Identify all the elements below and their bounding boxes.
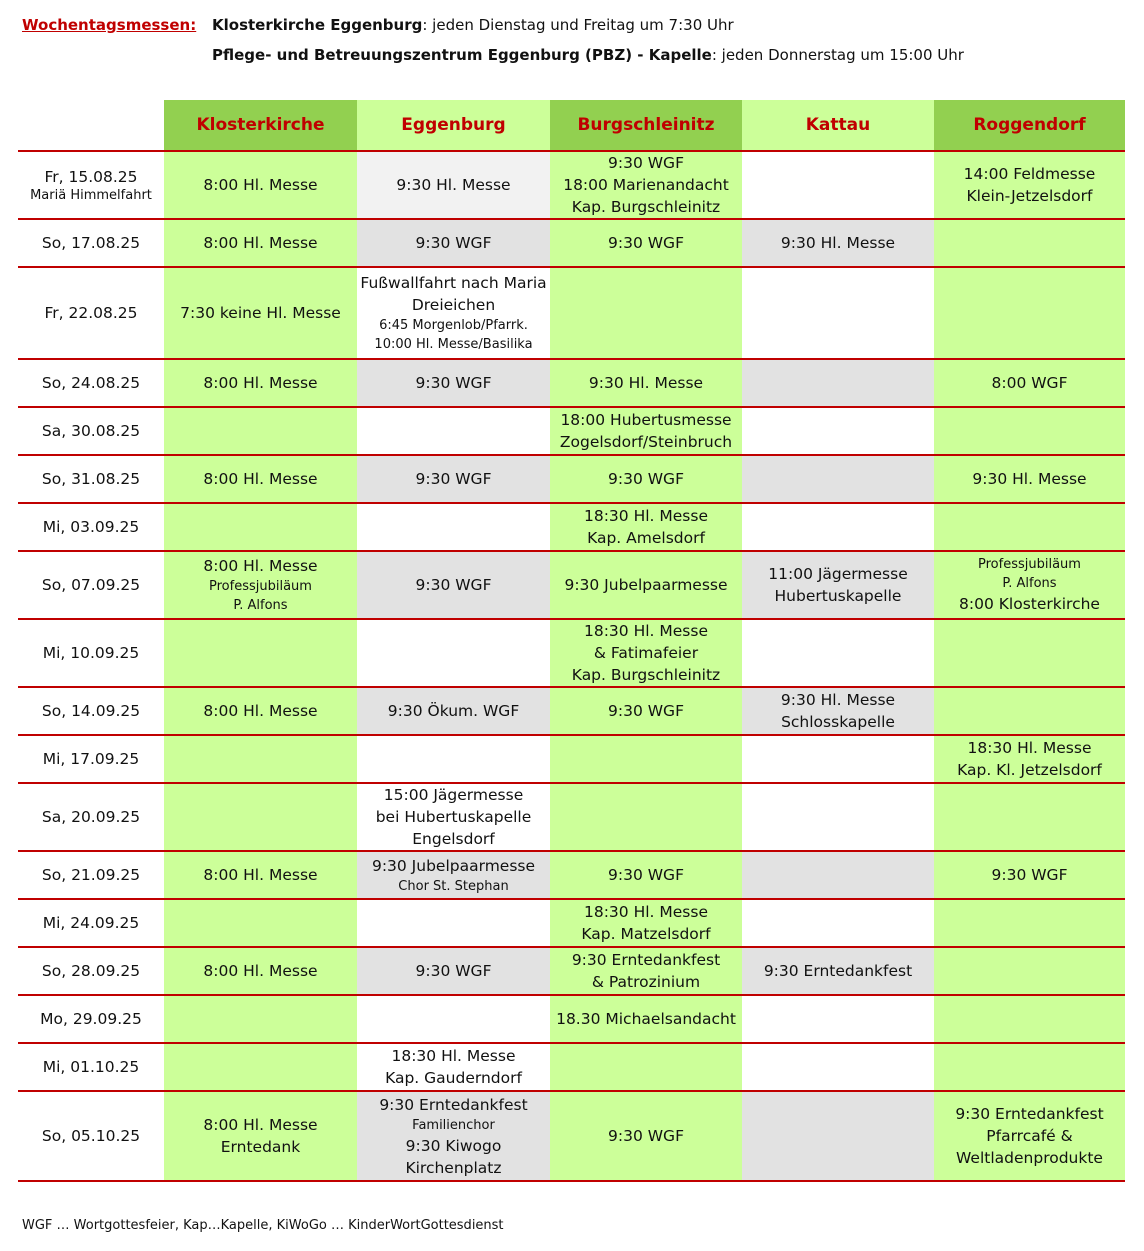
event-cell-roggendorf [934,687,1125,735]
event-line: 9:30 WGF [415,576,492,594]
date-label: So, 28.09.25 [41,962,141,980]
event-line: Professjubiläum [209,579,312,594]
date-cell [18,151,164,219]
event-line: Pfarrcafé & [986,1127,1073,1145]
date-label: Mi, 01.10.25 [42,1058,140,1076]
event-cell-klosterkirche [164,687,357,735]
event-cell-roggendorf [934,1091,1125,1181]
event-line: 11:00 Jägermesse [768,565,908,583]
event-line: Kap. Amelsdorf [587,529,705,547]
event-cell-burgschleinitz [550,783,742,851]
event-line: 9:30 WGF [415,234,492,252]
event-cell-klosterkirche [164,947,357,995]
event-cell-burgschleinitz [550,267,742,359]
date-cell [18,619,164,687]
event-cell-roggendorf [934,267,1125,359]
date-cell [18,735,164,783]
event-cell-kattau [742,687,934,735]
event-line: 9:30 Hl. Messe [396,176,511,194]
event-line: 10:00 Hl. Messe/Basilika [374,337,533,352]
event-line: Zogelsdorf/Steinbruch [559,433,733,451]
event-cell-eggenburg [357,899,550,947]
date-label: So, 24.08.25 [41,374,141,392]
event-cell-burgschleinitz [550,455,742,503]
event-cell-kattau [742,1091,934,1181]
event-cell-eggenburg [357,551,550,619]
event-line: Dreieichen [411,296,496,314]
event-cell-kattau [742,851,934,899]
date-label: Mi, 03.09.25 [42,518,140,536]
event-line: 9:30 Ökum. WGF [387,702,520,720]
event-line: 9:30 Erntedankfest [379,1095,528,1114]
date-label: Mo, 29.09.25 [40,1010,142,1028]
date-label: So, 05.10.25 [41,1127,141,1145]
event-cell-roggendorf [934,947,1125,995]
event-cell-burgschleinitz [550,151,742,219]
event-cell-klosterkirche [164,851,357,899]
event-cell-eggenburg [357,995,550,1043]
event-cell-burgschleinitz [550,687,742,735]
event-cell-klosterkirche [164,267,357,359]
date-label: So, 21.09.25 [41,866,141,884]
event-line: Chor St. Stephan [398,878,509,894]
event-line: 9:30 Jubelpaarmesse [564,576,728,594]
header-burgschleinitz: Burgschleinitz [550,100,742,151]
event-line: 18:00 Marienandacht [563,176,729,194]
date-label: Mi, 10.09.25 [42,644,140,662]
event-line: 9:30 Hl. Messe [780,234,896,252]
event-line: Fußwallfahrt nach Maria [360,274,547,292]
event-line: 9:30 WGF [608,1127,684,1145]
event-line: 9:30 Erntedankfest [763,962,913,980]
event-line: 18.30 Michaelsandacht [556,1010,736,1028]
event-cell-roggendorf [934,619,1125,687]
date-label: Fr, 15.08.25 [44,168,138,186]
event-cell-eggenburg [357,151,550,219]
date-label: Fr, 22.08.25 [44,304,138,322]
event-cell-eggenburg [357,783,550,851]
event-line: 18:30 Hl. Messe [583,507,708,525]
event-line: 9:30 WGF [608,154,684,172]
weekday-line2-location: Pflege- und Betreuungszentrum Eggenburg (PBZ) - Kapelle [212,46,712,64]
event-cell-roggendorf [934,359,1125,407]
event-cell-klosterkirche [164,1091,357,1181]
event-cell-burgschleinitz [550,407,742,455]
event-line: & Fatimafeier [593,644,699,662]
date-cell [18,503,164,551]
event-cell-klosterkirche [164,995,357,1043]
event-cell-burgschleinitz [550,851,742,899]
event-line: 8:00 Hl. Messe [203,866,318,884]
event-cell-kattau [742,503,934,551]
date-cell [18,947,164,995]
schedule-row [18,735,1125,783]
schedule-header-row [18,100,1125,151]
event-cell-klosterkirche [164,151,357,219]
date-cell [18,1043,164,1091]
schedule-row [18,267,1125,359]
event-cell-eggenburg [357,735,550,783]
header-klosterkirche: Klosterkirche [164,100,357,151]
event-cell-eggenburg [357,851,550,899]
event-cell-klosterkirche [164,503,357,551]
event-cell-kattau [742,619,934,687]
weekday-line1-time: : jeden Dienstag und Freitag um 7:30 Uhr [422,16,734,34]
date-label: So, 17.08.25 [41,234,141,252]
event-cell-klosterkirche [164,219,357,267]
event-line: Hubertuskapelle [774,587,902,605]
event-line: Erntedank [220,1138,301,1156]
event-cell-klosterkirche [164,619,357,687]
event-line: & Patrozinium [591,973,701,991]
schedule-row [18,899,1125,947]
weekday-masses-header [0,0,1144,90]
event-cell-roggendorf [934,851,1125,899]
event-cell-eggenburg [357,455,550,503]
event-cell-klosterkirche [164,1043,357,1091]
event-cell-kattau [742,359,934,407]
date-cell [18,995,164,1043]
event-line: Kap. Gauderndorf [385,1069,522,1087]
date-label: Sa, 20.09.25 [41,808,141,826]
date-cell [18,267,164,359]
event-cell-eggenburg [357,267,550,359]
event-cell-roggendorf [934,551,1125,619]
event-line: 9:30 WGF [608,470,684,488]
event-cell-eggenburg [357,619,550,687]
event-line: 8:00 WGF [991,374,1068,392]
event-line: Professjubiläum [978,557,1081,572]
event-cell-burgschleinitz [550,1091,742,1181]
event-cell-klosterkirche [164,359,357,407]
date-cell [18,851,164,899]
event-line: 9:30 Erntedankfest [955,1105,1104,1123]
event-line: Schlosskapelle [781,713,895,731]
event-line: 9:30 WGF [991,866,1068,884]
event-cell-roggendorf [934,151,1125,219]
event-cell-kattau [742,1043,934,1091]
weekday-line1-location: Klosterkirche Eggenburg [212,16,423,34]
date-label: So, 07.09.25 [41,576,141,594]
event-cell-kattau [742,407,934,455]
event-cell-kattau [742,219,934,267]
event-line: 8:00 Hl. Messe [203,234,318,252]
event-line: 18:30 Hl. Messe [583,903,708,921]
event-line: 9:30 WGF [415,470,492,488]
event-line: Klein-Jetzelsdorf [966,187,1093,205]
schedule-table [18,100,1125,1182]
event-cell-kattau [742,947,934,995]
event-cell-kattau [742,735,934,783]
event-cell-roggendorf [934,735,1125,783]
abbreviation-legend: WGF … Wortgottesfeier, Kap…Kapelle, KiWoGo … KinderWortGottesdienst [22,1218,504,1233]
event-cell-roggendorf [934,995,1125,1043]
event-cell-klosterkirche [164,783,357,851]
event-line: 9:30 Jubelpaarmesse [371,856,536,875]
event-line: 9:30 WGF [608,866,684,884]
event-line: Engelsdorf [412,830,495,848]
event-line: 18:30 Hl. Messe [583,622,708,640]
event-cell-burgschleinitz [550,947,742,995]
event-line: 8:00 Hl. Messe [203,702,318,720]
schedule-body [18,151,1125,1181]
date-label: Mi, 17.09.25 [42,750,140,768]
header-roggendorf: Roggendorf [934,100,1125,151]
event-line: 6:45 Morgenlob/Pfarrk. [379,318,528,333]
event-cell-burgschleinitz [550,995,742,1043]
event-cell-klosterkirche [164,407,357,455]
event-line: 14:00 Feldmesse [963,165,1096,183]
event-line: 8:00 Hl. Messe [203,962,318,980]
event-line: 7:30 keine Hl. Messe [180,304,341,322]
date-cell [18,219,164,267]
event-cell-klosterkirche [164,735,357,783]
date-cell [18,783,164,851]
event-cell-kattau [742,899,934,947]
event-cell-kattau [742,995,934,1043]
event-line: 8:00 Hl. Messe [203,557,318,575]
event-cell-klosterkirche [164,899,357,947]
header-eggenburg: Eggenburg [357,100,550,151]
weekday-line-pbz [212,46,964,64]
event-cell-burgschleinitz [550,219,742,267]
date-label: Mi, 24.09.25 [42,914,140,932]
event-line: P. Alfons [233,598,288,613]
event-line: 8:00 Hl. Messe [203,470,318,488]
schedule-row [18,455,1125,503]
weekday-line-klosterkirche [212,16,734,34]
event-line: 18:30 Hl. Messe [967,739,1092,757]
event-cell-kattau [742,783,934,851]
event-cell-eggenburg [357,219,550,267]
event-cell-burgschleinitz [550,503,742,551]
event-line: 9:30 Hl. Messe [780,691,896,709]
date-cell [18,899,164,947]
event-cell-eggenburg [357,359,550,407]
date-cell [18,551,164,619]
header-kattau: Kattau [742,100,934,151]
event-line: Familienchor [412,1117,495,1133]
event-line: 8:00 Hl. Messe [203,374,318,392]
schedule-row [18,503,1125,551]
date-label: So, 14.09.25 [41,702,141,720]
date-cell [18,687,164,735]
event-line: Kap. Burgschleinitz [571,198,721,216]
event-line: 15:00 Jägermesse [383,786,524,804]
date-cell [18,359,164,407]
event-cell-roggendorf [934,783,1125,851]
schedule-row [18,1091,1125,1181]
date-label: So, 31.08.25 [41,470,141,488]
event-line: 8:00 Hl. Messe [203,1116,318,1134]
event-line: Kap. Burgschleinitz [571,666,721,684]
event-cell-kattau [742,455,934,503]
event-line: 9:30 WGF [415,962,492,980]
event-cell-eggenburg [357,687,550,735]
schedule-row [18,995,1125,1043]
schedule-row [18,947,1125,995]
schedule-row [18,1043,1125,1091]
event-line: 8:00 Hl. Messe [203,176,318,194]
date-cell [18,1091,164,1181]
event-cell-eggenburg [357,1091,550,1181]
event-cell-burgschleinitz [550,1043,742,1091]
schedule-row [18,219,1125,267]
event-cell-klosterkirche [164,455,357,503]
schedule-row [18,551,1125,619]
event-cell-roggendorf [934,899,1125,947]
schedule-row [18,851,1125,899]
event-cell-kattau [742,551,934,619]
event-cell-eggenburg [357,503,550,551]
event-cell-eggenburg [357,947,550,995]
event-line: 18:30 Hl. Messe [391,1047,516,1065]
event-cell-kattau [742,151,934,219]
weekday-masses-title: Wochentagsmessen: [22,16,197,34]
event-cell-roggendorf [934,503,1125,551]
feast-label: Mariä Himmelfahrt [30,188,152,203]
event-cell-klosterkirche [164,551,357,619]
event-line: Weltladenprodukte [956,1149,1103,1167]
event-cell-eggenburg [357,407,550,455]
schedule-row [18,783,1125,851]
schedule-row [18,359,1125,407]
event-cell-burgschleinitz [550,735,742,783]
event-cell-roggendorf [934,407,1125,455]
event-line: bei Hubertuskapelle [375,808,532,826]
event-cell-roggendorf [934,219,1125,267]
schedule-row [18,619,1125,687]
event-line: 9:30 Kiwogo [405,1136,502,1155]
header-date-blank [18,100,164,151]
event-cell-burgschleinitz [550,359,742,407]
event-cell-burgschleinitz [550,619,742,687]
event-line: Kap. Kl. Jetzelsdorf [957,761,1102,779]
schedule-row [18,687,1125,735]
event-line: P. Alfons [1002,576,1057,591]
event-cell-burgschleinitz [550,899,742,947]
event-line: 9:30 Hl. Messe [972,470,1087,488]
event-line: Kirchenplatz [405,1158,502,1177]
event-cell-roggendorf [934,1043,1125,1091]
schedule-row [18,151,1125,219]
date-cell [18,407,164,455]
date-label: Sa, 30.08.25 [41,422,141,440]
event-line: Kap. Matzelsdorf [581,925,711,943]
event-line: 9:30 WGF [608,234,684,252]
schedule-row [18,407,1125,455]
event-cell-roggendorf [934,455,1125,503]
event-line: 18:00 Hubertusmesse [560,411,732,429]
event-line: 9:30 WGF [608,702,684,720]
weekday-line2-time: : jeden Donnerstag um 15:00 Uhr [711,46,964,64]
event-line: 9:30 Erntedankfest [571,951,721,969]
event-line: 9:30 Hl. Messe [588,374,704,392]
event-line: 9:30 WGF [415,374,492,392]
event-line: 8:00 Klosterkirche [959,595,1100,613]
event-cell-burgschleinitz [550,551,742,619]
event-cell-kattau [742,267,934,359]
event-cell-eggenburg [357,1043,550,1091]
date-cell [18,455,164,503]
